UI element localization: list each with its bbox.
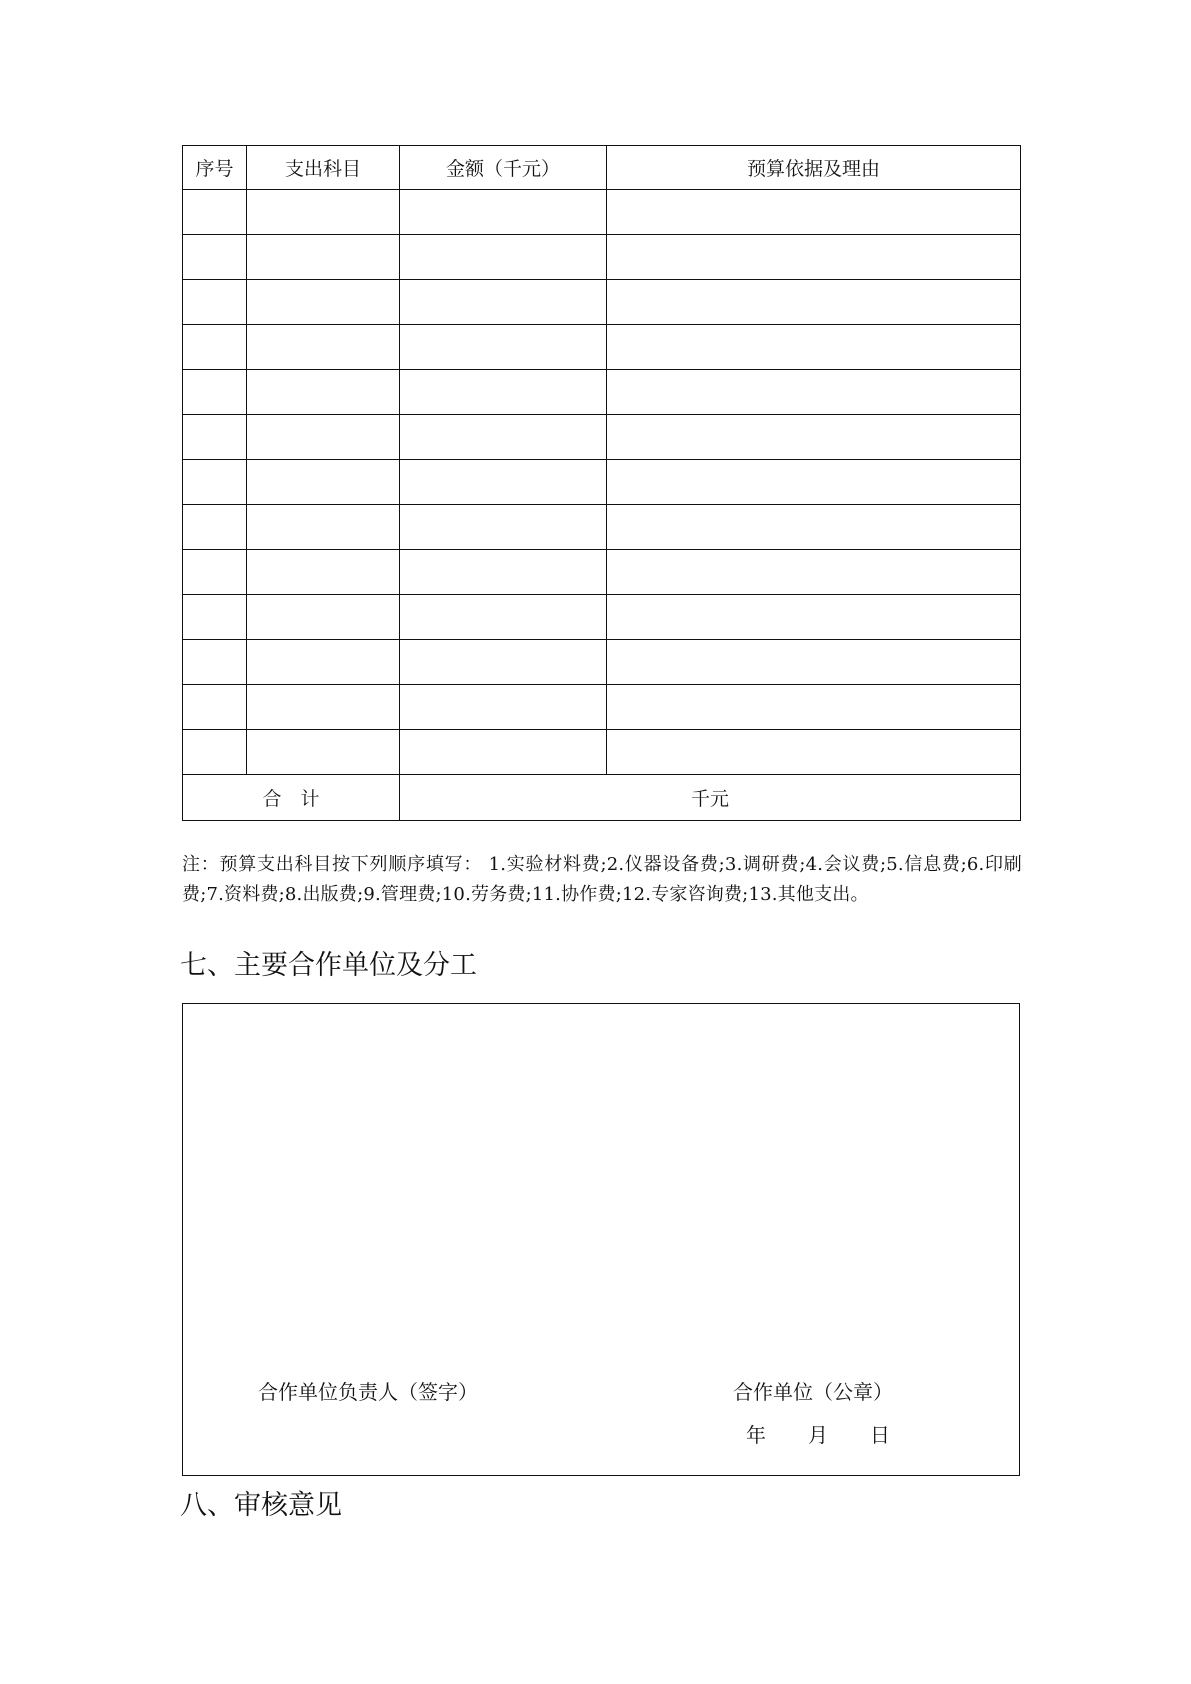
cell-amount[interactable]: [400, 460, 607, 505]
cell-basis[interactable]: [607, 370, 1021, 415]
cell-basis[interactable]: [607, 460, 1021, 505]
cell-amount[interactable]: [400, 370, 607, 415]
budget-note: 注：预算支出科目按下列顺序填写： 1.实验材料费;2.仪器设备费;3.调研费;4.会议费;5.信息费;6.印刷费;7.资料费;8.出版费;9.管理费;10.劳务费;11.协作费;12.专家咨询费;13.其他支出。: [182, 854, 1022, 905]
cell-amount[interactable]: [400, 325, 607, 370]
table-row: [183, 685, 1021, 730]
cell-index[interactable]: [183, 415, 247, 460]
section-title-review: 八、审核意见: [180, 1490, 342, 1521]
table-row: [183, 280, 1021, 325]
cell-expense-item[interactable]: [247, 370, 400, 415]
cell-basis[interactable]: [607, 730, 1021, 775]
total-label: 合 计: [183, 775, 400, 821]
cell-index[interactable]: [183, 235, 247, 280]
cell-amount[interactable]: [400, 505, 607, 550]
date-day: 日: [870, 1423, 890, 1447]
cell-expense-item[interactable]: [247, 730, 400, 775]
cell-expense-item[interactable]: [247, 685, 400, 730]
cell-index[interactable]: [183, 640, 247, 685]
cell-expense-item[interactable]: [247, 595, 400, 640]
table-row: [183, 190, 1021, 235]
cell-expense-item[interactable]: [247, 235, 400, 280]
cell-expense-item[interactable]: [247, 550, 400, 595]
cell-basis[interactable]: [607, 640, 1021, 685]
cell-index[interactable]: [183, 325, 247, 370]
section-title-cooperation: 七、主要合作单位及分工: [180, 950, 477, 981]
cell-basis[interactable]: [607, 505, 1021, 550]
cooperation-box: [182, 1003, 1020, 1476]
table-row: [183, 325, 1021, 370]
cell-index[interactable]: [183, 190, 247, 235]
table-row: [183, 550, 1021, 595]
header-index: 序号: [183, 146, 247, 190]
cell-index[interactable]: [183, 685, 247, 730]
cell-index[interactable]: [183, 505, 247, 550]
cell-amount[interactable]: [400, 640, 607, 685]
cell-basis[interactable]: [607, 685, 1021, 730]
cell-index[interactable]: [183, 730, 247, 775]
table-row: [183, 415, 1021, 460]
cell-expense-item[interactable]: [247, 280, 400, 325]
date-line: [746, 1419, 890, 1448]
cell-amount[interactable]: [400, 235, 607, 280]
cell-basis[interactable]: [607, 415, 1021, 460]
cell-index[interactable]: [183, 460, 247, 505]
date-month: 月: [808, 1423, 828, 1447]
cell-basis[interactable]: [607, 550, 1021, 595]
cell-amount[interactable]: [400, 190, 607, 235]
cell-basis[interactable]: [607, 595, 1021, 640]
cell-expense-item[interactable]: [247, 190, 400, 235]
header-amount: 金额（千元）: [400, 146, 607, 190]
seal-label: 合作单位（公章）: [733, 1380, 893, 1404]
table-header-row: [183, 146, 1021, 190]
cell-amount[interactable]: [400, 595, 607, 640]
signer-label: 合作单位负责人（签字）: [258, 1380, 478, 1404]
cell-index[interactable]: [183, 595, 247, 640]
cell-expense-item[interactable]: [247, 640, 400, 685]
cell-expense-item[interactable]: [247, 325, 400, 370]
cell-index[interactable]: [183, 550, 247, 595]
header-expense-item: 支出科目: [247, 146, 400, 190]
table-row: [183, 730, 1021, 775]
budget-table: [182, 145, 1021, 821]
cell-basis[interactable]: [607, 235, 1021, 280]
total-unit: 千元: [400, 775, 1021, 821]
date-year: 年: [746, 1423, 766, 1447]
cell-amount[interactable]: [400, 730, 607, 775]
cell-index[interactable]: [183, 280, 247, 325]
cell-index[interactable]: [183, 370, 247, 415]
table-row: [183, 505, 1021, 550]
cell-amount[interactable]: [400, 280, 607, 325]
header-basis: 预算依据及理由: [607, 146, 1021, 190]
table-row: [183, 640, 1021, 685]
cell-expense-item[interactable]: [247, 460, 400, 505]
cell-amount[interactable]: [400, 685, 607, 730]
table-row: [183, 595, 1021, 640]
table-row: [183, 370, 1021, 415]
table-row: [183, 460, 1021, 505]
table-row: [183, 235, 1021, 280]
cell-amount[interactable]: [400, 415, 607, 460]
cell-basis[interactable]: [607, 280, 1021, 325]
cell-expense-item[interactable]: [247, 505, 400, 550]
cell-basis[interactable]: [607, 325, 1021, 370]
table-total-row: [183, 775, 1021, 821]
cell-expense-item[interactable]: [247, 415, 400, 460]
cell-basis[interactable]: [607, 190, 1021, 235]
cell-amount[interactable]: [400, 550, 607, 595]
